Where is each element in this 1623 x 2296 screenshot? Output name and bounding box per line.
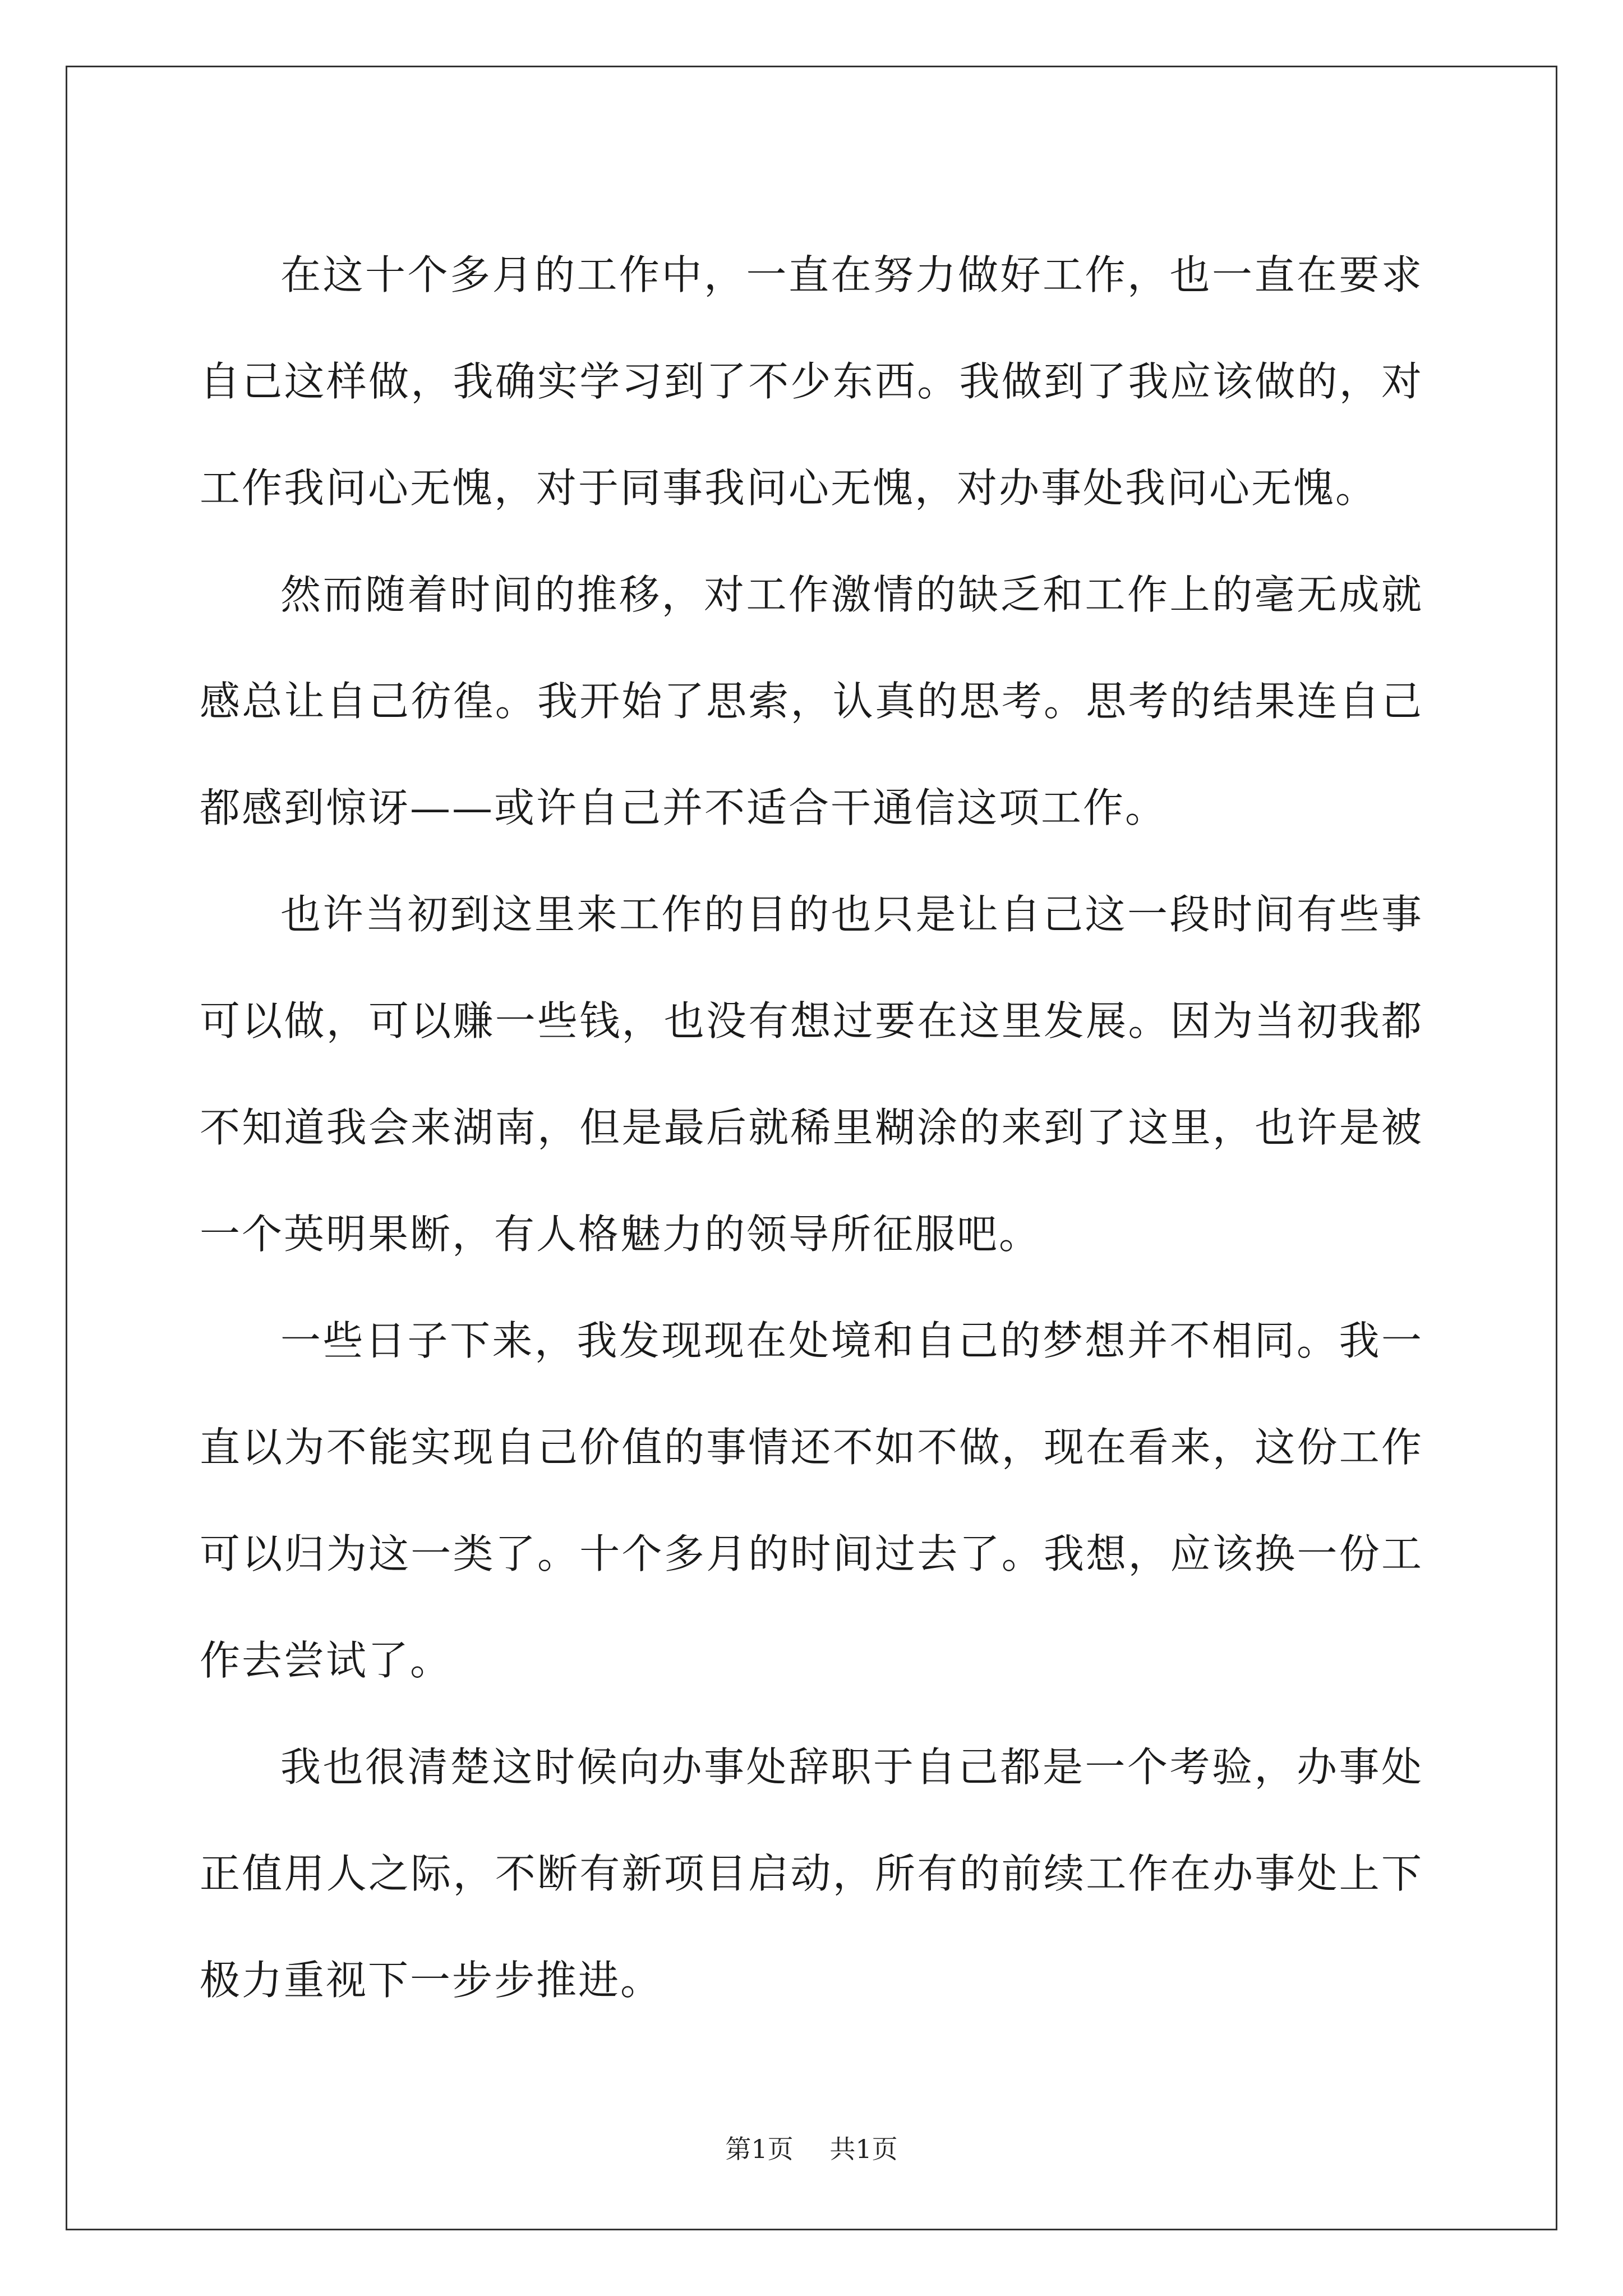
paragraph-4: 一些日子下来，我发现现在处境和自己的梦想并不相同。我一直以为不能实现自己价值的事情还不如不做，现在看来，这份工作可以归为这一类了。十个多月的时间过去了。我想，应该换一份工作去尝试了。 (200, 1317, 1423, 1684)
paragraph-5: 我也很清楚这时候向办事处辞职于自己都是一个考验，办事处正值用人之际，不断有新项目启动，所有的前续工作在办事处上下极力重视下一步步推进。 (200, 1743, 1423, 2004)
page-footer (0, 2129, 1623, 2166)
page-total: 共1页 (829, 2134, 898, 2164)
paragraph-2: 然而随着时间的推移，对工作激情的缺乏和工作上的毫无成就感总让自己彷徨。我开始了思索，认真的思考。思考的结果连自己都感到惊讶——或许自己并不适合干通信这项工作。 (200, 571, 1423, 831)
paragraph-3: 也许当初到这里来工作的目的也只是让自己这一段时间有些事可以做，可以赚一些钱，也没有想过要在这里发展。因为当初我都不知道我会来湖南，但是最后就稀里糊涂的来到了这里，也许是被一个英明果断，有人格魅力的领导所征服吧。 (200, 891, 1423, 1258)
page-number: 第1页 (725, 2134, 794, 2164)
document-body (200, 222, 1423, 2033)
paragraph-1: 在这十个多月的工作中，一直在努力做好工作，也一直在要求自己这样做，我确实学习到了不少东西。我做到了我应该做的，对工作我问心无愧，对于同事我问心无愧，对办事处我问心无愧。 (200, 251, 1423, 512)
